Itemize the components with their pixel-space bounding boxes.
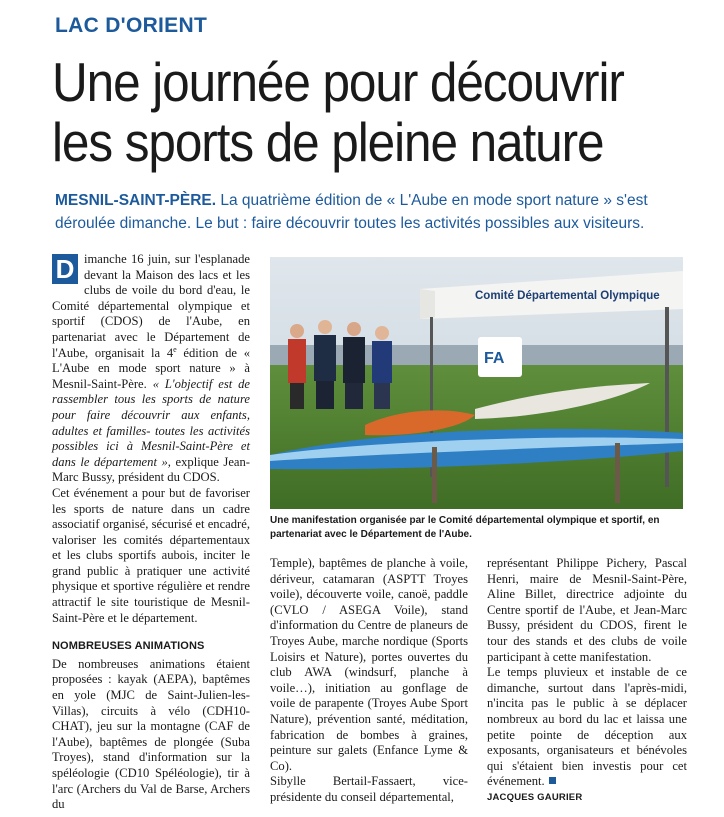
tent-banner-text: Comité Départemental Olympique [475,290,660,302]
subhead: NOMBREUSES ANIMATIONS [52,640,205,653]
photo-illustration [270,257,683,509]
sign-text: FA [484,350,505,367]
ordinal-sup: e [173,344,177,354]
quote: « L'objectif est de rassembler tous les sports de nature pour faire découvrir aux enfants, adultes et familles- toutes les activités possibles ici à Mesnil-Saint-Père et dans le département », [52,376,250,469]
chapo [55,189,710,235]
paragraph-animations: De nombreuses animations étaient proposées : kayak (AEPA), baptêmes en yole (MJC de Saint-Julien-les-Villas), circuits à vélo (CDH10-CHAT), jeu sur la montagne (CAF de l'Aube), baptêmes de plongée (Suba Troyes), stand d'information sur la spéléologie (CD10 Spéléologie), tir à l'arc (Archers du Val de Barse, Archers du [52,656,250,812]
weather-text: Le temps pluvieux et instable de ce dimanche, surtout dans l'après-midi, n'incita pas le public à se déplacer nombreux au bord du lac et laissa une petite pointe de déception aux exposants, organisateurs et bénévoles qui s'étaient bien investis pour cet événement. [487,665,687,789]
paragraph-animations-cont: Temple), baptêmes de planche à voile, dériveur, catamaran (ASPTT Troyes voile), découverte voile, canoë, paddle (CVLO / ASEGA Voile), stand d'information du Centre de planeurs de Troyes Aube, marche nordique (Sports Loisirs et Nature), portes ouvertes du club AWA (windsurf, planche à voile…), initiation au gonflage de voile de parapente (Troyes Aube Sport Nature), prévention santé, méditation, fabrication de bombes à graines, peinture sur galets (Enfance Lyme & Co). [270,556,468,773]
headline-line-2: les sports de pleine nature [52,111,604,173]
quote-attribution: explique Jean-Marc Bussy, président du CDOS. [52,454,250,485]
article-column-1 [52,252,250,813]
intro-text: imanche 16 juin, sur l'esplanade devant la Maison des lacs et les clubs de voile du bord d'eau, le Comité départemental olympique et sportif (CDOS) de l'Aube, en partenariat avec le Département de l'Aube, organisait la 4 [52,252,250,360]
paragraph-weather [487,665,687,790]
end-mark [549,777,556,784]
photo [270,257,683,509]
paragraph-goal: Cet événement a pour but de favoriser les sports de nature dans un cadre associatif organisé, sécurisé et encadré, valoriser les comités départementaux et les clubs sportifs aubois, inciter le grand public à pratiquer une activité physique et sportive régulière et rendre attractif le site touristique de Mesnil-Saint-Père et le département. [52,485,250,625]
chapo-place: MESNIL-SAINT-PÈRE. [55,192,217,209]
article-column-3 [487,556,687,806]
paragraph-officials: Sibylle Bertail-Fassaert, vice-présidente du conseil départemental, [270,774,468,804]
byline: JACQUES GAURIER [487,791,583,803]
headline [52,52,646,172]
article-column-2 [270,556,468,806]
headline-line-1: Une journée pour découvrir [52,51,624,113]
chapo-text: La quatrième édition de « L'Aube en mode sport nature » s'est déroulée dimanche. Le but : faire découvrir toutes les activités possibles aux visiteurs. [55,192,648,232]
paragraph-officials-cont: représentant Philippe Pichery, Pascal Henri, maire de Mesnil-Saint-Père, Aline Billet, directrice adjointe du Centre sportif de l'Aube, et Jean-Marc Bussy, président du CDOS, firent le tour des stands et des clubs de voile participant à cette manifestation. [487,556,687,664]
intro-text-end: édition de « L'Aube en mode sport nature » à Mesnil-Saint-Père. [52,345,250,391]
paragraph-intro [52,252,250,486]
kicker: LAC D'ORIENT [55,14,208,37]
photo-caption: Une manifestation organisée par le Comité départemental olympique et sportif, en partenariat avec le Département de l'Aube. [270,515,660,540]
dropcap: D [52,254,78,284]
